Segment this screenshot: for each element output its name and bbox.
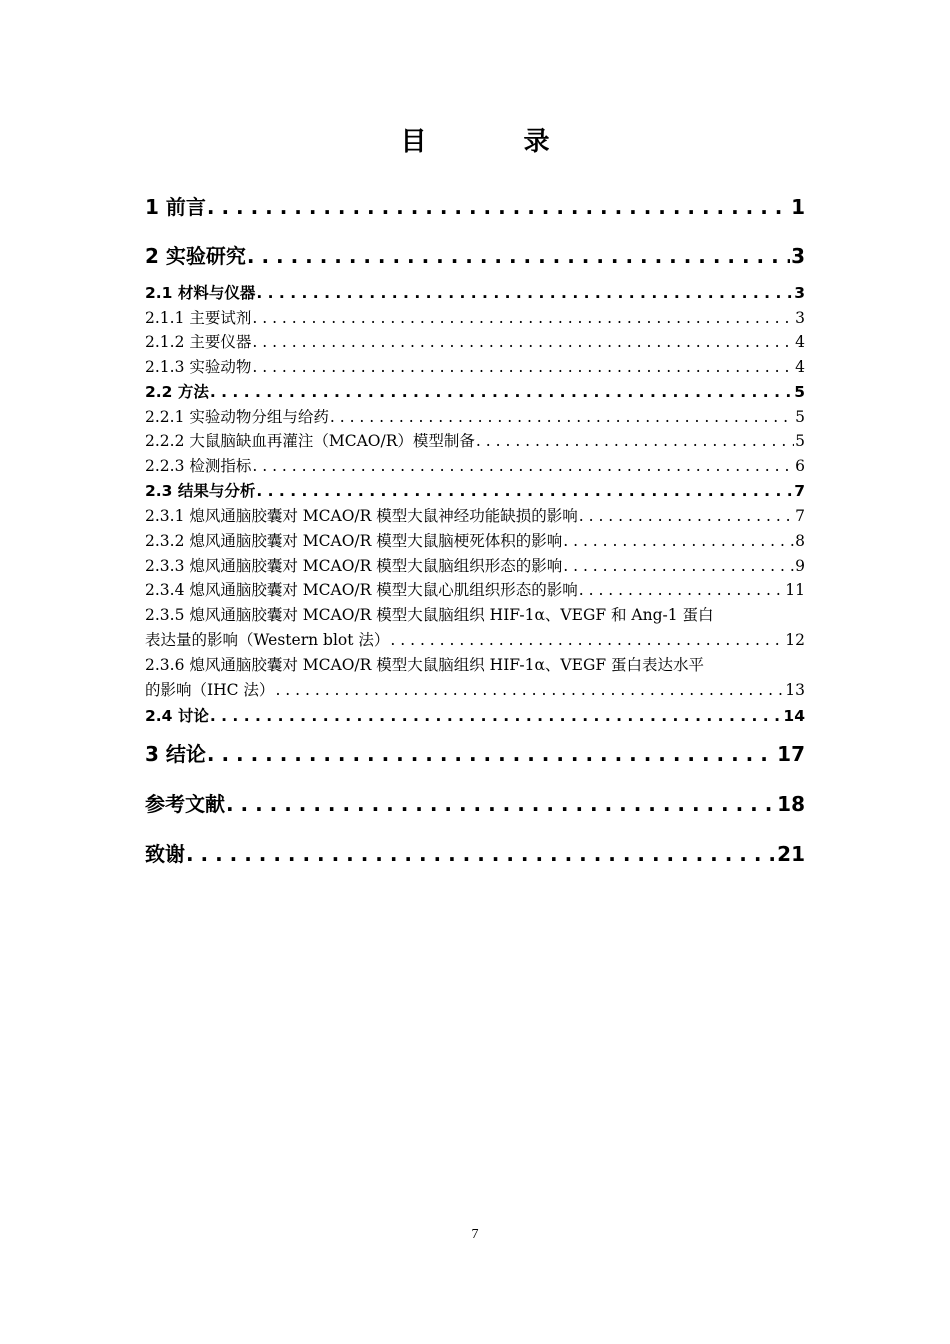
toc-entry-label: 2 实验研究 — [145, 244, 246, 268]
toc-entry-label: 2.2.3 检测指标 — [145, 457, 252, 475]
toc-entry-page: 7 — [794, 482, 805, 500]
toc-entry-label: 2.3.2 熄风通脑胶囊对 MCAO/R 模型大鼠脑梗死体积的影响 — [145, 532, 563, 550]
toc-dot-leader — [247, 242, 790, 270]
toc-entry-page: 3 — [795, 309, 805, 327]
toc-dot-leader — [226, 790, 776, 818]
toc-dot-leader — [252, 331, 794, 353]
toc-entry-2-4[interactable] — [145, 705, 805, 727]
toc-dot-leader — [256, 282, 793, 304]
toc-entry-page: 7 — [795, 507, 805, 525]
toc-entry-2-2-3[interactable] — [145, 455, 805, 477]
toc-entry-page: 12 — [785, 631, 805, 649]
toc-entry-label: 2.3.1 熄风通脑胶囊对 MCAO/R 模型大鼠神经功能缺损的影响 — [145, 507, 578, 525]
toc-entry-page: 11 — [785, 581, 805, 599]
toc-entry-label: 2.2.2 大鼠脑缺血再灌注（MCAO/R）模型制备 — [145, 432, 475, 450]
toc-entry-page: 3 — [794, 284, 805, 302]
toc-entry-2-3-5-line1[interactable]: 2.3.5 熄风通脑胶囊对 MCAO/R 模型大鼠脑组织 HIF-1α、VEGF 和 Ang-1 蛋白 — [145, 606, 714, 624]
toc-entry-preface[interactable] — [145, 193, 805, 221]
toc-dot-leader — [207, 740, 776, 768]
toc-entry-2-3-6-line1[interactable]: 2.3.6 熄风通脑胶囊对 MCAO/R 模型大鼠脑组织 HIF-1α、VEGF 蛋白表达水平 — [145, 656, 705, 674]
toc-entry-2-1-3[interactable] — [145, 356, 805, 378]
toc-entry-label: 2.1 材料与仪器 — [145, 284, 256, 302]
toc-entry-page: 5 — [794, 383, 805, 401]
toc-entry-2-3[interactable] — [145, 480, 805, 502]
toc-entry-page: 13 — [785, 681, 805, 699]
toc-dot-leader — [210, 381, 793, 403]
toc-dot-leader — [252, 356, 794, 378]
toc-entry-label: 2.2.1 实验动物分组与给药 — [145, 408, 329, 426]
toc-dot-leader — [252, 455, 794, 477]
toc-dot-leader — [207, 193, 790, 221]
toc-entry-label: 2.3.3 熄风通脑胶囊对 MCAO/R 模型大鼠脑组织形态的影响 — [145, 557, 563, 575]
toc-entry-label: 1 前言 — [145, 195, 206, 219]
toc-entry-page: 3 — [791, 244, 805, 268]
toc-entry-2-1-1[interactable] — [145, 307, 805, 329]
toc-dot-leader — [563, 530, 794, 552]
toc-entry-label: 2.1.2 主要仪器 — [145, 333, 252, 351]
toc-entry-label: 3 结论 — [145, 742, 206, 766]
toc-entry-label: 2.3.4 熄风通脑胶囊对 MCAO/R 模型大鼠心肌组织形态的影响 — [145, 581, 578, 599]
toc-dot-leader — [330, 406, 794, 428]
toc-dot-leader — [563, 555, 794, 577]
toc-entry-2-3-6[interactable] — [145, 679, 805, 701]
toc-dot-leader — [210, 705, 783, 727]
toc-dot-leader — [252, 307, 794, 329]
toc-entry-label: 的影响（IHC 法） — [145, 681, 275, 699]
toc-entry-label: 2.1.3 实验动物 — [145, 358, 252, 376]
toc-entry-experiment[interactable] — [145, 242, 805, 270]
toc-dot-leader — [186, 840, 776, 868]
toc-entry-page: 5 — [795, 408, 805, 426]
toc-dot-leader — [476, 430, 794, 452]
toc-entry-2-1[interactable] — [145, 282, 805, 304]
toc-entry-2-3-4[interactable] — [145, 579, 805, 601]
toc-entry-page: 8 — [795, 532, 805, 550]
toc-entry-label: 2.2 方法 — [145, 383, 209, 401]
toc-entry-2-2-2[interactable] — [145, 430, 805, 452]
toc-entry-page: 1 — [791, 195, 805, 219]
toc-entry-page: 4 — [795, 358, 805, 376]
toc-entry-page: 14 — [783, 707, 805, 725]
toc-entry-2-3-1[interactable] — [145, 505, 805, 527]
toc-entry-2-3-3[interactable] — [145, 555, 805, 577]
toc-entry-page: 6 — [795, 457, 805, 475]
toc-dot-leader — [390, 629, 784, 651]
toc-entry-page: 18 — [777, 792, 805, 816]
toc-entry-references[interactable] — [145, 790, 805, 818]
toc-entry-label: 致谢 — [145, 842, 185, 866]
toc-entry-label: 2.1.1 主要试剂 — [145, 309, 252, 327]
toc-entry-page: 9 — [795, 557, 805, 575]
toc-entry-page: 4 — [795, 333, 805, 351]
toc-entry-page: 21 — [777, 842, 805, 866]
toc-entry-2-2[interactable] — [145, 381, 805, 403]
toc-entry-2-3-5[interactable] — [145, 629, 805, 651]
toc-entry-page: 5 — [795, 432, 805, 450]
toc-entry-conclusion[interactable] — [145, 740, 805, 768]
toc-title: 目 录 — [400, 127, 594, 157]
toc-entry-page: 17 — [777, 742, 805, 766]
toc-dot-leader — [256, 480, 793, 502]
toc-dot-leader — [275, 679, 784, 701]
toc-entry-acknowledgements[interactable] — [145, 840, 805, 868]
toc-dot-leader — [579, 505, 794, 527]
toc-entry-label: 2.4 讨论 — [145, 707, 209, 725]
toc-entry-2-1-2[interactable] — [145, 331, 805, 353]
toc-entry-2-3-2[interactable] — [145, 530, 805, 552]
toc-entry-label: 参考文献 — [145, 792, 225, 816]
toc-entry-label: 表达量的影响（Western blot 法） — [145, 631, 390, 649]
page-number: 7 — [471, 1227, 479, 1242]
toc-entry-2-2-1[interactable] — [145, 406, 805, 428]
toc-dot-leader — [579, 579, 785, 601]
toc-entry-label: 2.3 结果与分析 — [145, 482, 256, 500]
